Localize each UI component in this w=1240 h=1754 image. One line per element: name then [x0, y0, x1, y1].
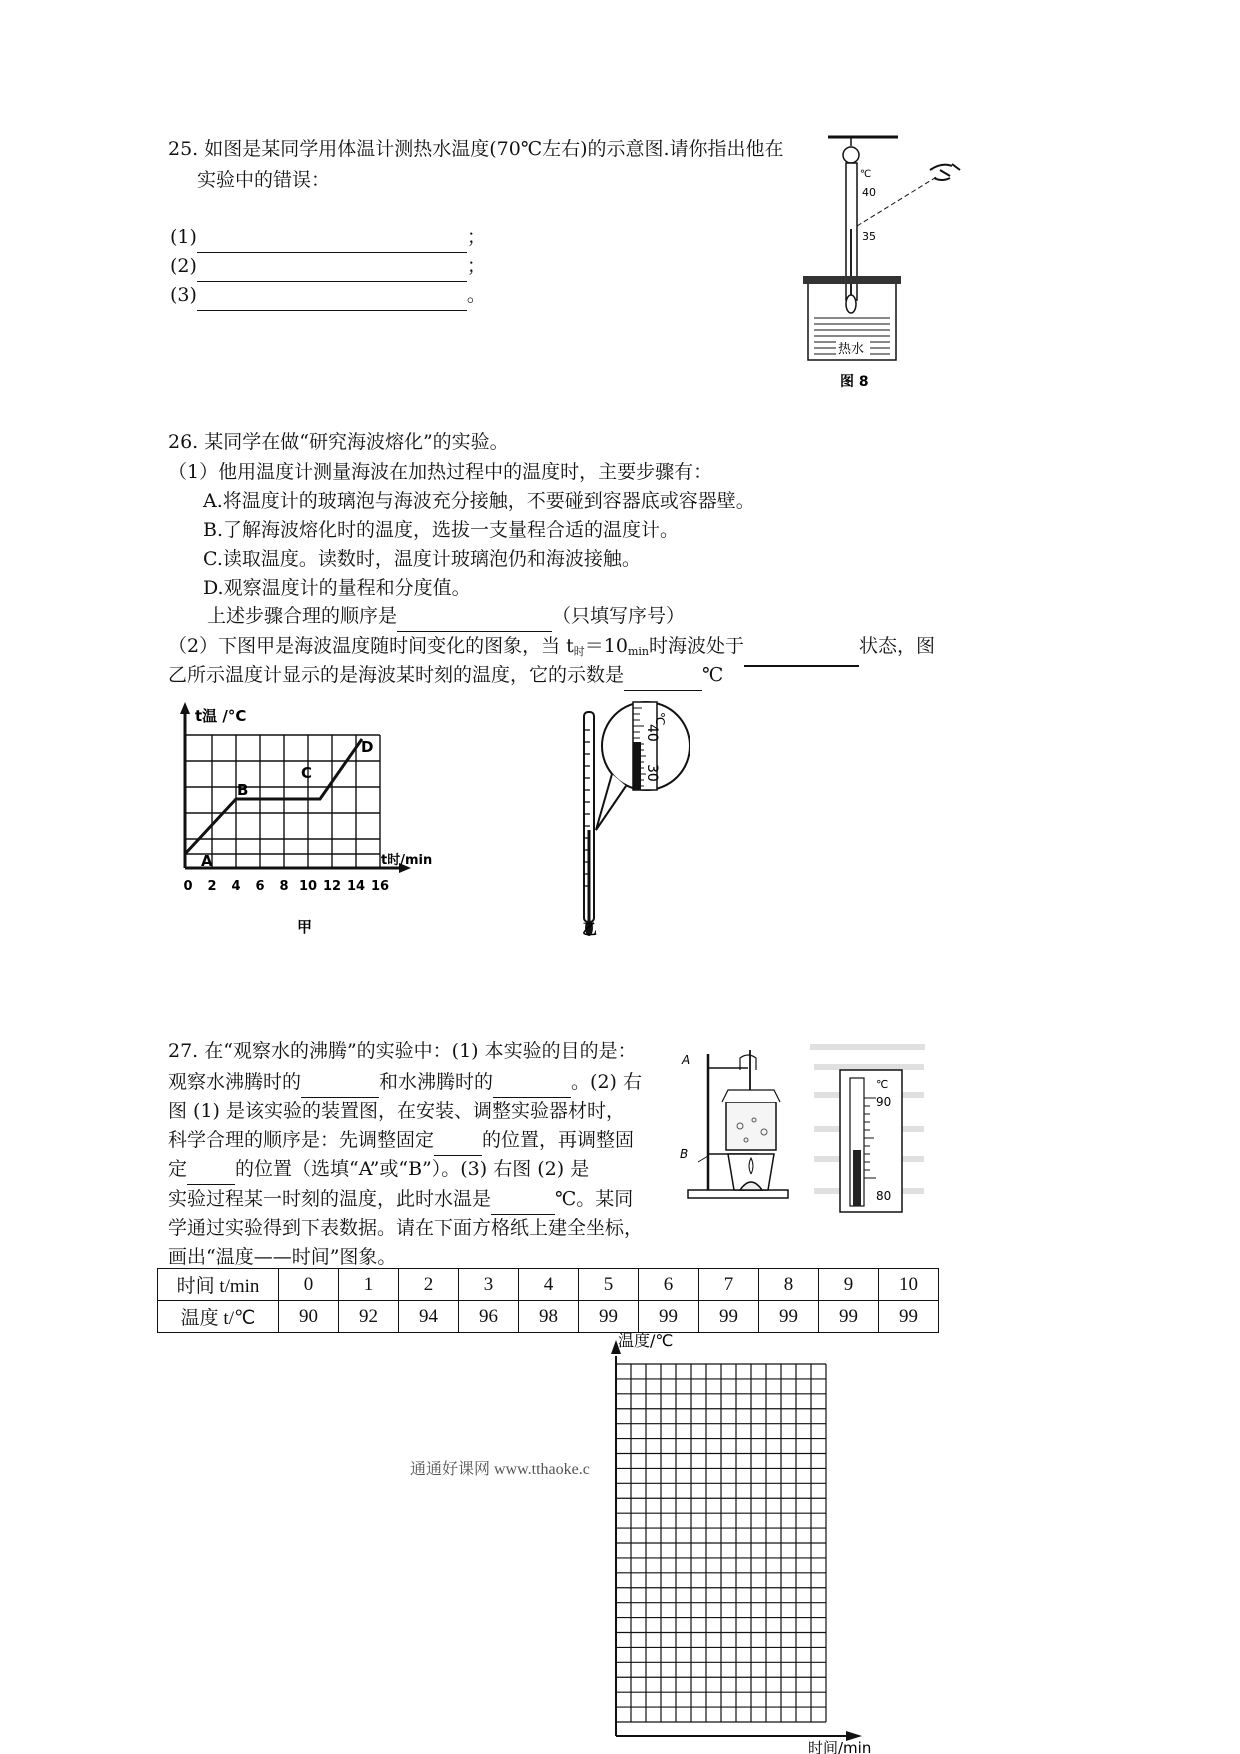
table-cell: 99	[819, 1301, 879, 1333]
flame	[749, 1158, 753, 1174]
q25-answer-label: (1)	[170, 226, 197, 248]
grid-lines	[616, 1364, 826, 1722]
figure-caption: 图 8	[840, 374, 869, 390]
x-axis-label: t时/min	[381, 853, 433, 868]
q27-text: 图 (1) 是该实验的装置图，在安装、调整实验器材时，	[168, 1100, 625, 1122]
q27-text: 学通过实验得到下表数据。请在下面方格纸上建全坐标，	[168, 1217, 644, 1239]
x-tick: 14	[346, 879, 366, 894]
q26-part1-intro: （1）他用温度计测量海波在加热过程中的温度时，主要步骤有：	[168, 461, 713, 483]
q26-part2-text: （2）下图甲是海波温度随时间变化的图象，当 t	[168, 635, 574, 657]
q26-part2-text: ＝10	[584, 635, 628, 657]
q26-title: 26. 某同学在做“研究海波熔化”的实验。	[168, 431, 509, 453]
answer-blank[interactable]	[301, 1077, 379, 1098]
q26-part2-line2	[168, 660, 723, 691]
q27-text: 的位置（选填“A”或“B”）。(3) 右图 (2) 是	[235, 1158, 590, 1180]
answer-blank[interactable]	[744, 645, 859, 667]
q27-line6	[168, 1184, 633, 1215]
figure-8-thermometer	[800, 134, 980, 396]
q26-subscript: min	[627, 645, 649, 658]
q25-answer-end: ；	[466, 255, 486, 277]
table-cell: 7	[699, 1269, 759, 1301]
beaker	[726, 1102, 776, 1150]
answer-blank[interactable]	[624, 670, 702, 691]
grid-x-axis-label: 时间/min	[808, 1739, 872, 1754]
x-tick: 8	[279, 879, 289, 894]
answer-blank[interactable]	[197, 261, 467, 282]
table-row-time	[158, 1269, 939, 1301]
x-tick-labels	[183, 879, 389, 894]
scale-unit: ℃	[860, 169, 872, 180]
beaker-lid	[722, 1090, 780, 1102]
answer-blank[interactable]	[434, 1135, 482, 1156]
answer-blank[interactable]	[491, 1194, 555, 1215]
eye-icon	[930, 164, 960, 180]
q25-answer-end: 。	[466, 284, 486, 306]
q26-order-line	[207, 601, 685, 632]
table-header-time	[158, 1269, 279, 1301]
table-cell: 99	[579, 1301, 639, 1333]
thermometer-2-tick-90: 90	[876, 1095, 892, 1109]
q26-part2-text: 乙所示温度计显示的是海波某时刻的温度，它的示数是	[168, 664, 625, 686]
sight-line	[857, 176, 938, 226]
grid-paper[interactable]	[600, 1316, 900, 1754]
q27-text: 的位置，再调整固	[482, 1129, 635, 1151]
q25-answer-2	[170, 251, 486, 282]
table-cell: 2	[399, 1269, 459, 1301]
table-header-text: 温度 t/℃	[180, 1308, 256, 1329]
q26-part2-text: ℃	[702, 664, 724, 686]
beaker-lid	[803, 276, 901, 284]
x-tick: 16	[370, 879, 390, 894]
boiling-apparatus-figure	[680, 1040, 930, 1238]
table-cell: 99	[699, 1301, 759, 1333]
q25-answer-3	[170, 280, 486, 311]
thermometer-2-frame	[840, 1070, 902, 1212]
graph-jia	[165, 700, 455, 945]
q27-text: 观察水沸腾时的	[168, 1071, 302, 1093]
table-cell: 4	[519, 1269, 579, 1301]
table-cell: 90	[279, 1301, 339, 1333]
q26-step-a: A.将温度计的玻璃泡与海波充分接触，不要碰到容器底或容器壁。	[203, 490, 755, 512]
water-label: 热水	[838, 342, 865, 357]
q26-order-prefix: 上述步骤合理的顺序是	[207, 605, 398, 627]
q26-order-suffix: （只填写序号）	[552, 605, 686, 627]
q26-step-b: B.了解海波熔化时的温度，选拔一支量程合适的温度计。	[203, 519, 680, 541]
y-axis-arrow	[180, 702, 190, 714]
q25-answer-1	[170, 222, 486, 253]
q26-step-c: C.读取温度。读数时，温度计玻璃泡仍和海波接触。	[203, 548, 641, 570]
q26-subscript: 时	[573, 645, 585, 658]
x-tick: 6	[255, 879, 265, 894]
q25-answer-end: ；	[466, 226, 486, 248]
q27-text: 定	[168, 1158, 188, 1180]
q26-step-d: D.观察温度计的量程和分度值。	[203, 577, 471, 599]
answer-blank[interactable]	[397, 611, 552, 632]
thermometer-2-unit: ℃	[876, 1078, 889, 1091]
q27-text: ℃。某同	[555, 1188, 634, 1210]
q27-line7	[168, 1213, 643, 1244]
answer-blank[interactable]	[493, 1077, 571, 1098]
q27-text: 。(2) 右	[571, 1071, 642, 1093]
q27-text: 科学合理的顺序是：先调整固定	[168, 1129, 435, 1151]
q27-line2	[168, 1067, 642, 1098]
x-tick: 0	[183, 879, 193, 894]
point-a: A	[201, 852, 213, 870]
q25-line1: 25. 如图是某同学用体温计测热水温度(70℃左右)的示意图.请你指出他在	[168, 138, 784, 160]
table-cell: 8	[759, 1269, 819, 1301]
label-a: A	[682, 1053, 691, 1067]
q27-text: 实验过程某一时刻的温度，此时水温是	[168, 1188, 492, 1210]
table-cell: 6	[639, 1269, 699, 1301]
q27-line1	[168, 1036, 637, 1067]
q27-line3	[168, 1096, 625, 1127]
q25-answer-label: (3)	[170, 284, 197, 306]
q25-answer-label: (2)	[170, 255, 197, 277]
thermometer-2-tick-80: 80	[876, 1189, 892, 1203]
table-header-text: 时间 t/min	[176, 1276, 260, 1297]
thermometer-yi	[560, 690, 690, 948]
graph-caption: 甲	[297, 918, 313, 936]
magnifier-pointer	[596, 774, 626, 830]
table-cell: 99	[879, 1301, 939, 1333]
thermometer-2-liquid	[853, 1150, 861, 1206]
q27-text: 27. 在“观察水的沸腾”的实验中：(1) 本实验的目的是：	[168, 1040, 637, 1062]
point-c: C	[301, 764, 313, 782]
table-cell: 3	[459, 1269, 519, 1301]
q27-line4	[168, 1125, 634, 1156]
footer-text: 通通好课网 www.tthaoke.c	[410, 1456, 590, 1479]
table-cell: 98	[519, 1301, 579, 1333]
table-cell: 1	[339, 1269, 399, 1301]
q26-part2-text: 状态，图	[859, 635, 936, 657]
table-cell: 94	[399, 1301, 459, 1333]
q27-line5	[168, 1154, 589, 1185]
scale-unit: ℃	[653, 712, 667, 726]
table-cell: 92	[339, 1301, 399, 1333]
x-tick: 10	[298, 879, 318, 894]
table-cell: 99	[759, 1301, 819, 1333]
point-d: D	[361, 738, 374, 756]
tick-35: 35	[862, 230, 876, 243]
x-tick: 2	[207, 879, 217, 894]
table-cell: 5	[579, 1269, 639, 1301]
tick-40: 40	[644, 724, 660, 742]
q27-text: 和水沸腾时的	[379, 1071, 494, 1093]
point-b: B	[237, 781, 249, 799]
q25-line2: 实验中的错误：	[197, 169, 331, 191]
tick-40: 40	[862, 186, 876, 199]
table-cell: 10	[879, 1269, 939, 1301]
answer-blank[interactable]	[197, 232, 467, 253]
q27-text: 画出“温度——时间”图象。	[168, 1246, 397, 1268]
x-tick: 4	[231, 879, 241, 894]
tick-30: 30	[644, 764, 660, 782]
thermometer-top	[843, 147, 859, 163]
table-cell: 99	[639, 1301, 699, 1333]
q26-part2-text: 时海波处于	[649, 635, 745, 657]
magnified-liquid	[633, 742, 641, 790]
table-cell: 96	[459, 1301, 519, 1333]
table-header-temp	[158, 1301, 279, 1333]
thermometer-bulb	[846, 295, 856, 313]
thermometer-caption: 乙	[582, 920, 598, 938]
y-axis-label: t温 /°C	[195, 707, 247, 725]
x-tick: 12	[322, 879, 342, 894]
label-b: B	[680, 1147, 689, 1161]
answer-blank[interactable]	[187, 1164, 235, 1185]
answer-blank[interactable]	[197, 290, 467, 311]
grid-y-axis-label: 温度/℃	[618, 1331, 674, 1350]
table-cell: 0	[279, 1269, 339, 1301]
table-cell: 9	[819, 1269, 879, 1301]
